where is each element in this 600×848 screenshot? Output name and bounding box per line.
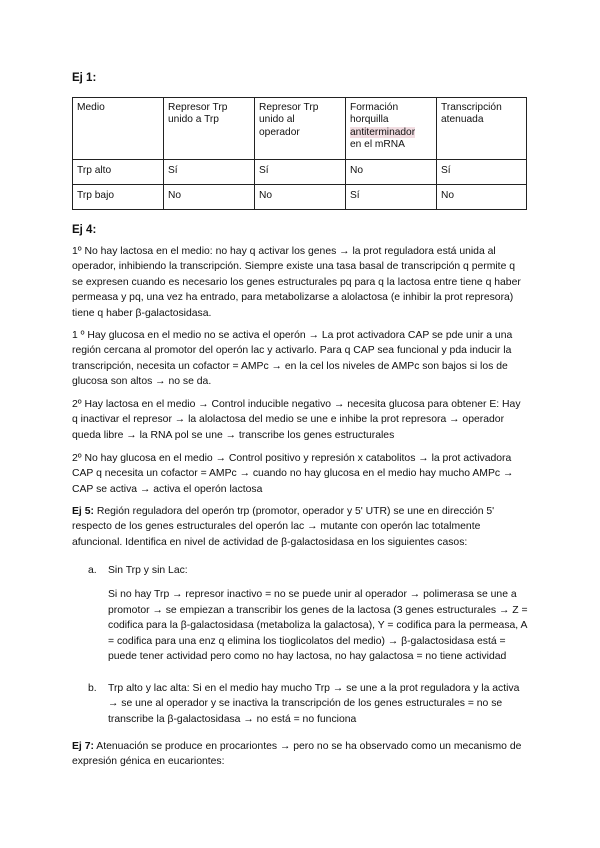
ej4-paragraph-3: 2º Hay lactosa en el medio → Control inducible negativo → necesita glucosa para obtener E: Hay q inactivar el represor → la alolactosa del medio se une e inhibe la prot represora → operador queda libre → la RNA pol se une → transcribe los genes estructurales	[72, 399, 521, 441]
table-header-cell	[73, 98, 164, 160]
table-row	[73, 185, 527, 210]
table-header-row	[73, 98, 527, 160]
header-line: horquilla	[350, 114, 389, 126]
table-cell: No	[255, 185, 346, 210]
ej4-paragraph-1: 1º No hay lactosa en el medio: no hay q activar los genes → la prot reguladora está unida al operador, inhibiendo la transcripción. Siempre existe una tasa basal de transcripción q permite q se expresen cuando es necesario los genes estructurales pq para q la lactosa entre tiene q haber permeasa y pq, una vez ha entrado, para metabolizarse a alolactosa (e inhibir la prot represora) tiene q haber β-galactosidasa.	[72, 246, 521, 319]
table-header-cell	[437, 98, 527, 160]
table-cell: Trp bajo	[73, 185, 164, 210]
header-line: operador	[259, 126, 300, 138]
list-marker: a.	[88, 565, 97, 576]
ej7-heading: Ej 7:	[72, 741, 94, 752]
table-cell: Sí	[437, 160, 527, 185]
list-item-text: Si no hay Trp → represor inactivo = no se puede unir al operador → polimerasa se une a promotor → se empiezan a transcribir los genes de la lactosa (3 genes estructurales → Z = codifica para la β-galactosidasa (metaboliza la galactosa), Y = codifica para la permeasa, A = codifica para una enz q elimina los tioglicolatos del medio) → β-galactosidasa está = puede tener actividad pero como no hay lactosa, no hay galactosa = no tiene actividad	[108, 589, 528, 663]
table-header-cell	[164, 98, 255, 160]
ej5-paragraph	[72, 504, 528, 550]
ej1-heading: Ej 1:	[72, 72, 97, 84]
header-line: unido al	[259, 114, 295, 126]
table-header-cell	[255, 98, 346, 160]
header-line: Represor Trp	[168, 102, 228, 113]
header-line: en el mRNA	[350, 139, 405, 151]
table-cell: Trp alto	[73, 160, 164, 185]
header-line: Formación	[350, 102, 399, 113]
list-item-text: Trp alto y lac alta: Si en el medio hay mucho Trp → se une a la prot reguladora y la activa → se une al operador y se inactiva la transcripción de los genes estructurales = no se transcribe la β-galactosidasa → no está = no funciona	[108, 683, 520, 725]
list-marker: b.	[88, 683, 97, 694]
list-item-b	[88, 681, 528, 727]
ej5-heading: Ej 5:	[72, 506, 94, 517]
table-row	[73, 160, 527, 185]
list-item-title: Sin Trp y sin Lac:	[108, 565, 188, 576]
table-cell: No	[164, 185, 255, 210]
header-line: atenuada	[441, 114, 484, 126]
header-line: unido a Trp	[168, 114, 219, 126]
ej5-intro: Región reguladora del operón trp (promotor, operador y 5' UTR) se une en dirección 5' respecto de los genes estructurales del operón lac → mutante con operón lac totalmente afuncional. Identifica en nivel de actividad de β-galactosidasa en los siguientes casos:	[72, 506, 495, 548]
table-cell: No	[346, 160, 437, 185]
header-medio: Medio	[77, 102, 105, 113]
ej4-paragraph-4: 2º No hay glucosa en el medio → Control positivo y represión x catabolitos → la prot activadora CAP q necesita un cofactor = AMPc → cuando no hay glucosa en el medio hay mucho AMPc → CAP se activa → activa el operón lactosa	[72, 453, 514, 495]
table-header-cell	[346, 98, 437, 160]
ej7-intro: Atenuación se produce en procariontes → pero no se ha observado como un mecanismo de expresión génica en eucariontes:	[72, 741, 522, 768]
ej4-heading: Ej 4:	[72, 224, 97, 236]
table-cell: Sí	[255, 160, 346, 185]
header-line: Represor Trp	[259, 102, 319, 113]
table-cell: No	[437, 185, 527, 210]
header-line: Transcripción	[441, 102, 502, 113]
highlighted-text: antiterminador	[350, 126, 416, 138]
ej7-paragraph	[72, 739, 528, 770]
table-cell: Sí	[164, 160, 255, 185]
ej4-paragraph-2: 1 º Hay glucosa en el medio no se activa el operón → La prot activadora CAP se pde unir a una región cercana al promotor del operón lac y activarlo. Para q CAP sea funcional y pda inducir la transcripción, necesita un cofactor = AMPc → en la cel los niveles de AMPc son bajos si los de glucosa son altos → no se da.	[72, 330, 513, 388]
list-item-a	[88, 563, 528, 664]
table-cell: Sí	[346, 185, 437, 210]
trp-table	[72, 97, 527, 210]
